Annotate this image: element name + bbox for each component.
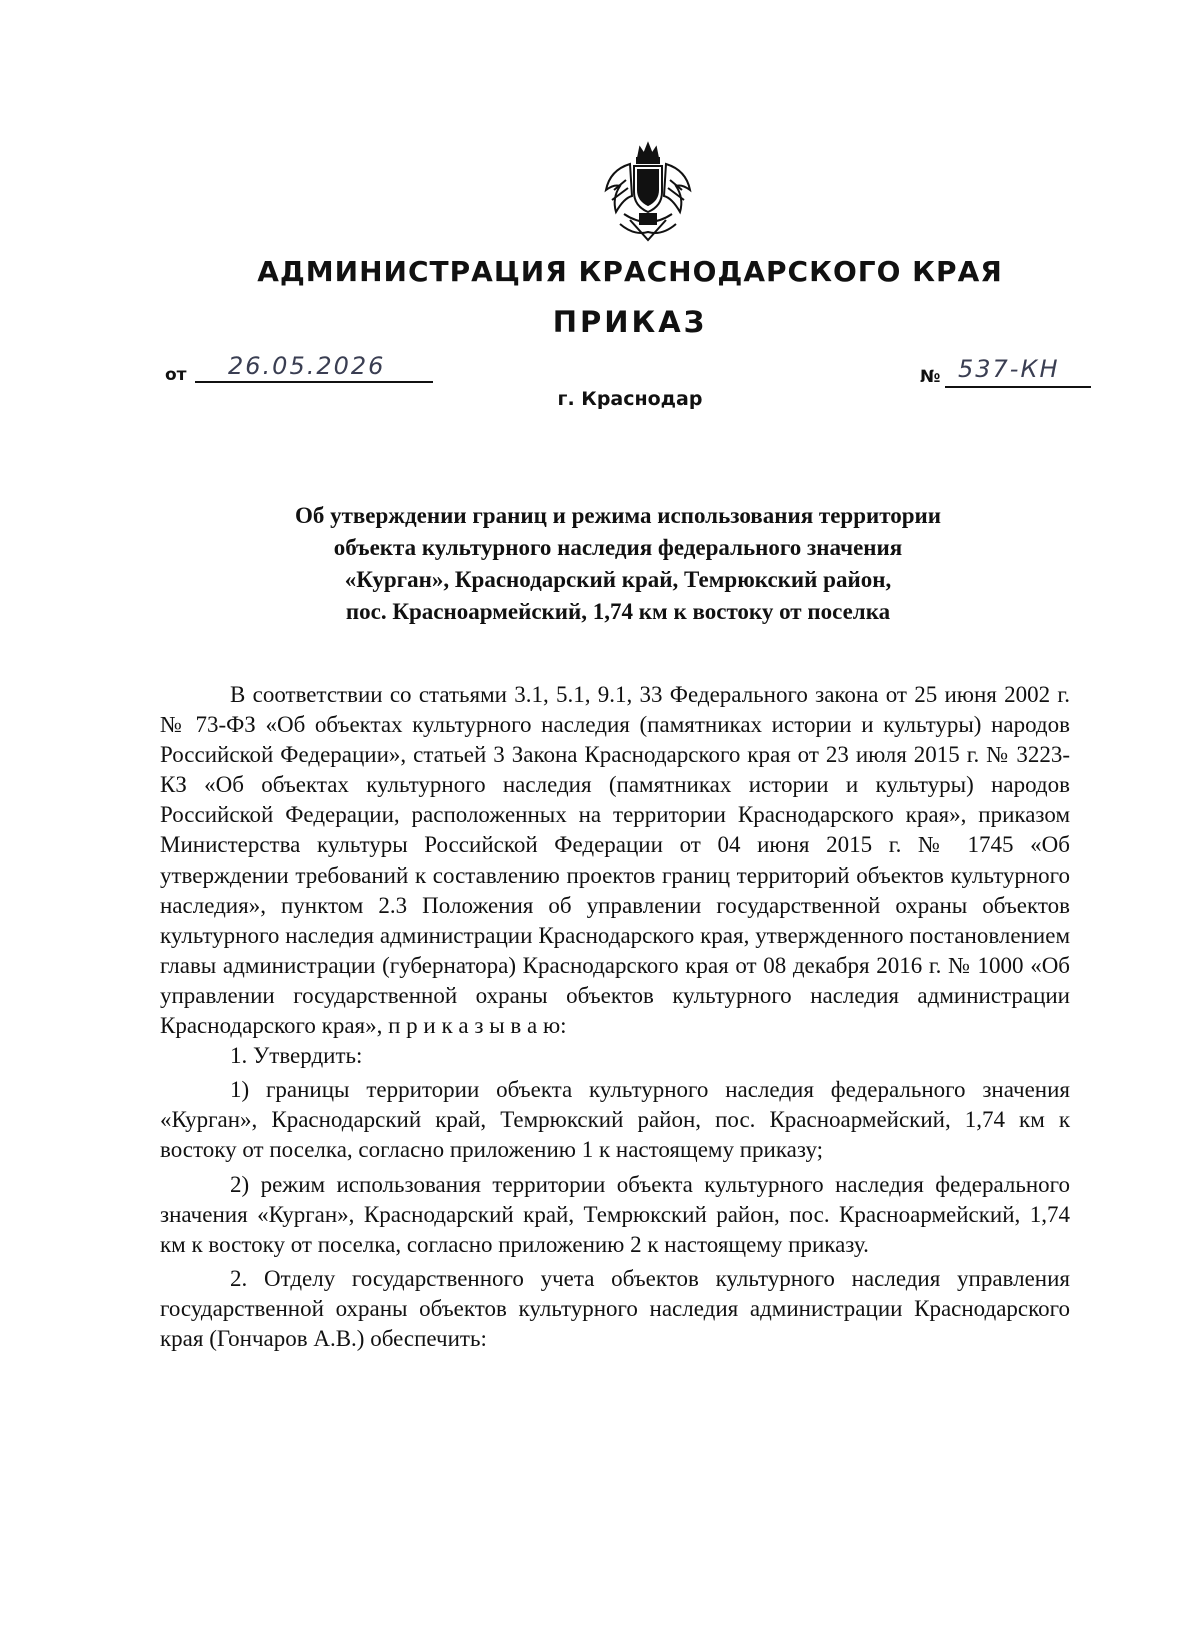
document-title [0,500,1200,628]
title-line: «Курган», Краснодарский край, Темрюкский район, [344,567,892,592]
handwritten-number: 537-КН [958,355,1060,383]
date-label: от [165,365,187,385]
preamble-paragraph: В соответствии со статьями 3.1, 5.1, 9.1, 33 Федерального закона от 25 июня 2002 г. № 73-ФЗ «Об объектах культурного наследия (памятниках истории и культуры) народов Российской Федерации», статьей 3 Закона Краснодарского края от 23 июля 2015 г. № 3223-КЗ «Об объектах культурного наследия (памятниках истории и культуры) народов Российской Федерации, расположенных на территории Краснодарского края», приказом Министерства культуры Российской Федерации от 04 июня 2015 г. № 1745 «Об утверждении требований к составлению проектов границ территорий объектов культурного наследия», пунктом 2.3 Положения об управлении государственной охраны объектов культурного наследия администрации Краснодарского края, утвержденного постановлением главы администрации (губернатора) Краснодарского края от 08 декабря 2016 г. № 1000 «Об управлении государственной охраны объектов культурного наследия администрации Краснодарского края», п р и к а з ы в а ю: [160,682,1070,1039]
title-line: объекта культурного наследия федерального значения [333,535,903,560]
document-type: ПРИКАЗ [552,305,708,339]
title-line: пос. Красноармейский, 1,74 км к востоку от поселка [345,599,891,624]
city: г. Краснодар [557,388,703,410]
handwritten-date: 26.05.2026 [228,352,386,380]
number-underline [945,386,1091,388]
organization-name: АДМИНИСТРАЦИЯ КРАСНОДАРСКОГО КРАЯ [257,255,1003,288]
date-underline [195,381,433,383]
coat-of-arms-icon [600,140,696,244]
item-2: 2. Отделу государственного учета объектов культурного наследия управления государственной охраны объектов культурного наследия администрации Краснодарского края (Гончаров А.В.) обеспечить: [160,1265,1070,1351]
item-1-2: 2) режим использования территории объекта культурного наследия федерального значения «Курган», Краснодарский край, Темрюкский район, пос. Красноармейский, 1,74 км к востоку от поселка, согласно приложению 2 к настоящему приказу. [160,1171,1070,1257]
title-line: Об утверждении границ и режима использования территории [294,503,942,528]
item-1: 1. Утвердить: [230,1043,363,1069]
item-1-1: 1) границы территории объекта культурного наследия федерального значения «Курган», Краснодарский край, Темрюкский район, пос. Красноармейский, 1,74 км к востоку от поселка, согласно приложению 1 к настоящему приказу; [160,1077,1070,1163]
number-label: № [920,367,941,387]
document-body [160,680,1070,1354]
